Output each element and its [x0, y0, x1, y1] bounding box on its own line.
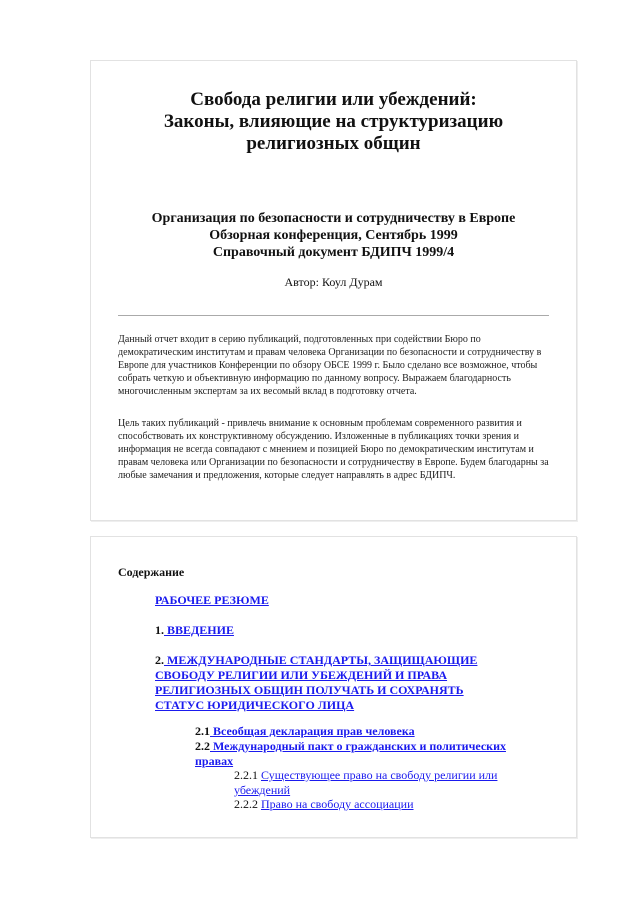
intro-paragraph-1: Данный отчет входит в серию публикаций, подготовленных при содействии Бюро по демократическим институтам и правам человека Организации по безопасности и сотрудничеству в Европе для участников Конференции по обзору ОБСЕ 1999 г. Было сделано все возможное, чтобы собрать четкую и объективную информацию по данному вопросу. Выражаем благодарность многочисленным экспертам за их весомый вклад в подготовку отчета. [118, 334, 542, 397]
toc-number: 2.1 [195, 724, 210, 738]
document-page-2 [90, 536, 577, 838]
toc-item [234, 768, 534, 798]
toc-link[interactable]: РАБОЧЕЕ РЕЗЮМЕ [155, 593, 269, 607]
toc-number: 2.2 [195, 739, 210, 753]
toc-number: 1. [155, 623, 164, 637]
document-title [91, 89, 576, 155]
divider [118, 315, 549, 316]
toc-item [155, 623, 234, 638]
toc-item [155, 653, 515, 713]
toc-item [155, 593, 269, 608]
toc-link[interactable]: Международный пакт о гражданских и политических правах [195, 739, 506, 768]
document-page-1 [90, 60, 577, 521]
org-line: Справочный документ БДИПЧ 1999/4 [212, 245, 455, 260]
toc-link[interactable]: МЕЖДУНАРОДНЫЕ СТАНДАРТЫ, ЗАЩИЩАЮЩИЕ СВОБОДУ РЕЛИГИИ ИЛИ УБЕЖДЕНИЙ И ПРАВА РЕЛИГИОЗНЫХ ОБЩИН ПОЛУЧАТЬ И СОХРАНЯТЬ СТАТУС ЮРИДИЧЕСКОГО ЛИЦА [155, 653, 478, 712]
toc-item [195, 739, 535, 769]
toc-item [195, 724, 415, 739]
toc-heading: Содержание [118, 565, 185, 579]
org-line: Организация по безопасности и сотрудничеству в Европе [151, 211, 516, 226]
toc-number: 2. [155, 653, 164, 667]
org-line: Обзорная конференция, Сентябрь 1999 [209, 228, 458, 243]
title-line: Свобода религии или убеждений: [190, 89, 477, 110]
organization-block [91, 210, 576, 261]
toc-link[interactable]: ВВЕДЕНИЕ [164, 623, 234, 637]
title-line: религиозных общин [246, 133, 421, 154]
toc-number: 2.2.1 [234, 768, 261, 782]
title-line: Законы, влияющие на структуризацию [163, 111, 504, 132]
toc-item [234, 797, 414, 812]
toc-link[interactable]: Существующее право на свободу религии или убеждений [234, 768, 498, 797]
toc-link[interactable]: Право на свободу ассоциации [261, 797, 414, 811]
intro-paragraph-2: Цель таких публикаций - привлечь внимание к основным проблемам современного развития и способствовать их конструктивному обсуждению. Изложенные в публикациях точки зрения и информация не всегда совпадают с мнением и позицией Бюро по демократическим институтам и правам человека или Организации по безопасности и сотрудничеству в Европе. Будем благодарны за любые замечания и предложения, которые следует направлять в адрес БДИПЧ. [118, 418, 549, 481]
toc-number: 2.2.2 [234, 797, 261, 811]
author: Автор: Коул Дурам [284, 275, 383, 289]
toc-link[interactable]: Всеобщая декларация прав человека [210, 724, 415, 738]
